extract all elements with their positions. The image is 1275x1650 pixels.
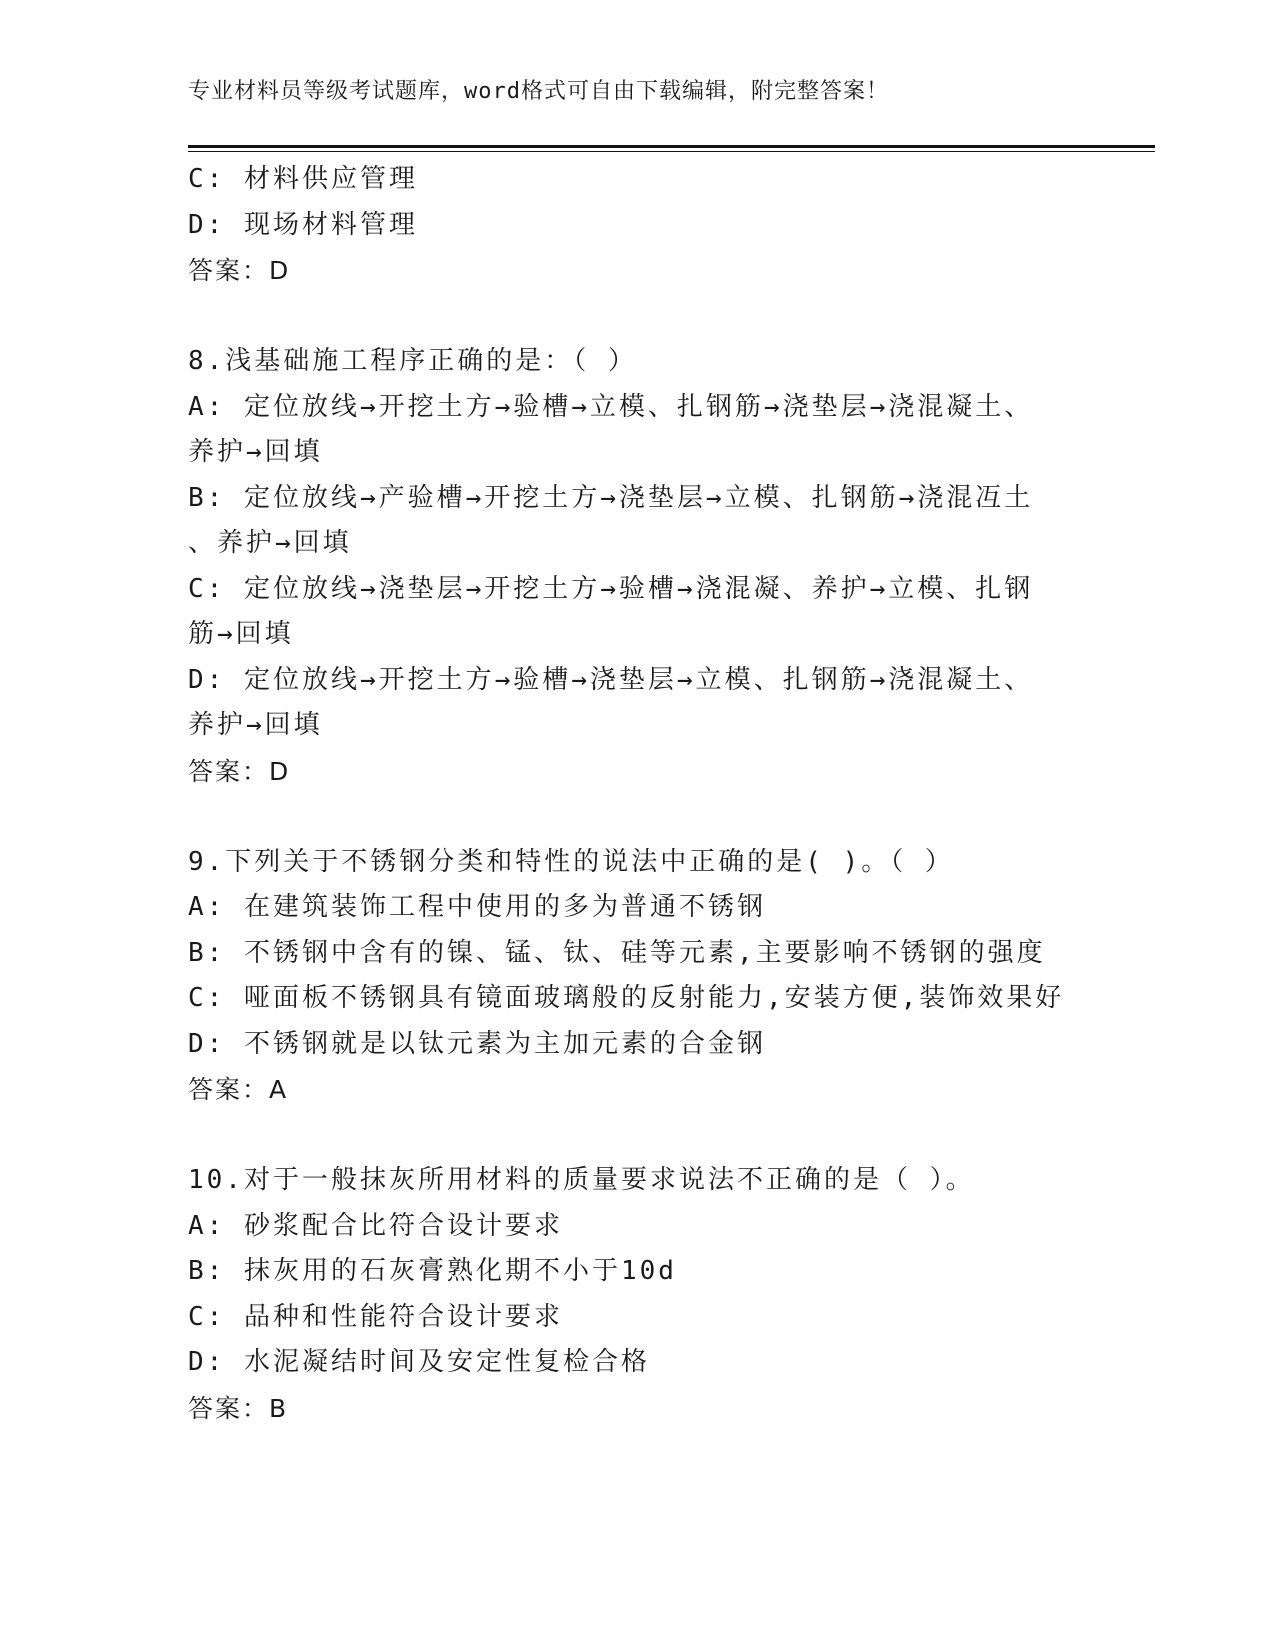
option-c: C: 材料供应管理 [188,164,418,194]
page-header: 专业材料员等级考试题库，word格式可自由下载编辑，附完整答案！ [188,79,889,104]
option-b: B: 抹灰用的石灰膏熟化期不小于10d [188,1256,677,1286]
question-8 [188,339,1088,794]
option-b-continued: 、养护→回填 [188,528,352,558]
option-d: D: 现场材料管理 [188,209,418,240]
answer-line: 答案：D [188,756,291,786]
header-rule-thin [188,151,1155,152]
option-a: A: 在建筑装饰工程中使用的多为普通不锈钢 [188,892,766,922]
spacer [188,294,1088,340]
spacer [188,794,1088,840]
question-7-continued [188,157,1088,294]
option-b: B: 不锈钢中含有的镍、锰、钛、硅等元素,主要影响不锈钢的强度 [188,937,1046,968]
question-10 [188,1158,1088,1431]
option-a: A: 砂浆配合比符合设计要求 [188,1210,563,1241]
spacer [188,1113,1088,1159]
option-d: D: 水泥凝结时间及安定性复检合格 [188,1347,650,1377]
option-d-continued: 养护→回填 [188,710,323,740]
option-c-continued: 筋→回填 [188,619,294,649]
option-c: C: 品种和性能符合设计要求 [188,1301,563,1332]
option-d: D: 定位放线→开挖土方→验槽→浇垫层→立模、扎钢筋→浇混凝土、 [188,664,1034,695]
question-9 [188,840,1088,1113]
option-c: C: 定位放线→浇垫层→开挖土方→验槽→浇混凝、养护→立模、扎钢 [188,573,1034,604]
option-a: A: 定位放线→开挖土方→验槽→立模、扎钢筋→浇垫层→浇混凝土、 [188,391,1034,422]
answer-line: 答案：B [188,1393,289,1423]
answer-line: 答案：D [188,256,291,285]
option-a-continued: 养护→回填 [188,437,323,467]
option-d: D: 不锈钢就是以钛元素为主加元素的合金钢 [188,1028,766,1059]
option-c: C: 哑面板不锈钢具有镜面玻璃般的反射能力,安装方便,装饰效果好 [188,983,1065,1013]
option-b: B: 定位放线→产验槽→开挖土方→浇垫层→立模、扎钢筋→浇混冱土 [188,482,1034,513]
answer-line: 答案：A [188,1075,289,1104]
document-body [188,157,1088,1431]
question-stem: 8.浅基础施工程序正确的是：（ ） [188,346,637,376]
header-rule-thick [188,145,1155,148]
question-stem: 10.对于一般抹灰所用材料的质量要求说法不正确的是（ ）。 [188,1165,975,1195]
question-stem: 9.下列关于不锈钢分类和特性的说法中正确的是( )。（ ） [188,846,954,877]
